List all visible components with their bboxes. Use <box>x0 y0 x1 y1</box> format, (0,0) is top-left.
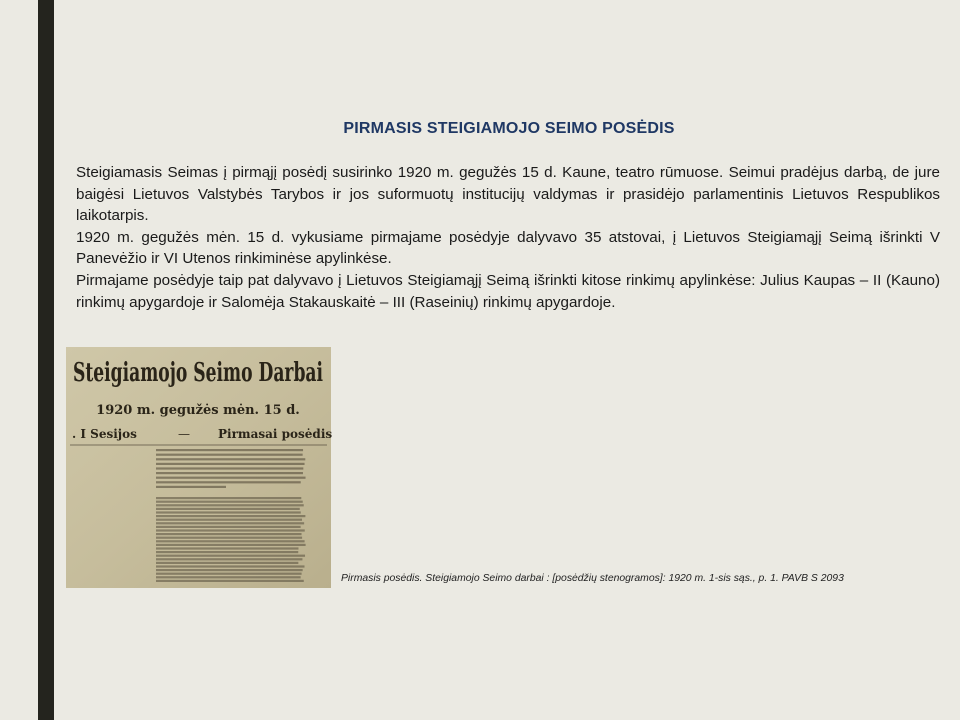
left-accent-bar <box>38 0 54 720</box>
paragraph-3: Pirmajame posėdyje taip pat dalyvavo į Lietuvos Steigiamąjį Seimą išrinkti kitose rinkimų apylinkėse: Julius Kaupas – II (Kauno) rinkimų apygardoje ir Salomėja Stakauskaitė – III (Raseinių) rinkimų apygardoje. <box>76 271 940 311</box>
newspaper-date-line: 1920 m. gegužės mėn. 15 d. <box>96 403 300 418</box>
image-caption: Pirmasis posėdis. Steigiamojo Seimo darbai : [posėdžių stenogramos]: 1920 m. 1-sis sąs., p. 1. PAVB S 2093 <box>341 573 844 584</box>
body-text <box>76 162 940 313</box>
newspaper-fine-print <box>156 449 306 582</box>
newspaper-clipping <box>66 347 331 588</box>
paragraph-2: 1920 m. gegužės mėn. 15 d. vykusiame pirmajame posėdyje dalyvavo 35 atstovai, į Lietuvos Steigiamąjį Seimą išrinkti V Panevėžio ir VI Utenos rinkiminėse apylinkėse. <box>76 228 940 268</box>
newspaper-session: . I Sesijos <box>72 427 137 441</box>
newspaper-dash: — <box>178 427 190 441</box>
page-title: PIRMASIS STEIGIAMOJO SEIMO POSĖDIS <box>343 120 675 137</box>
paragraph-1: Steigiamasis Seimas į pirmąjį posėdį susirinko 1920 m. gegužės 15 d. Kaune, teatro rūmuose. Seimui pradėjus darbą, de jure baigėsi Lietuvos Valstybės Tarybos ir jos suformuotų institucijų valdymas ir prasidėjo parlamentinis Lietuvos Respublikos laikotarpis. <box>76 164 940 225</box>
newspaper-masthead: Steigiamojo Seimo Darbai <box>73 358 324 388</box>
newspaper-meeting: Pirmasai posėdis <box>218 427 333 441</box>
